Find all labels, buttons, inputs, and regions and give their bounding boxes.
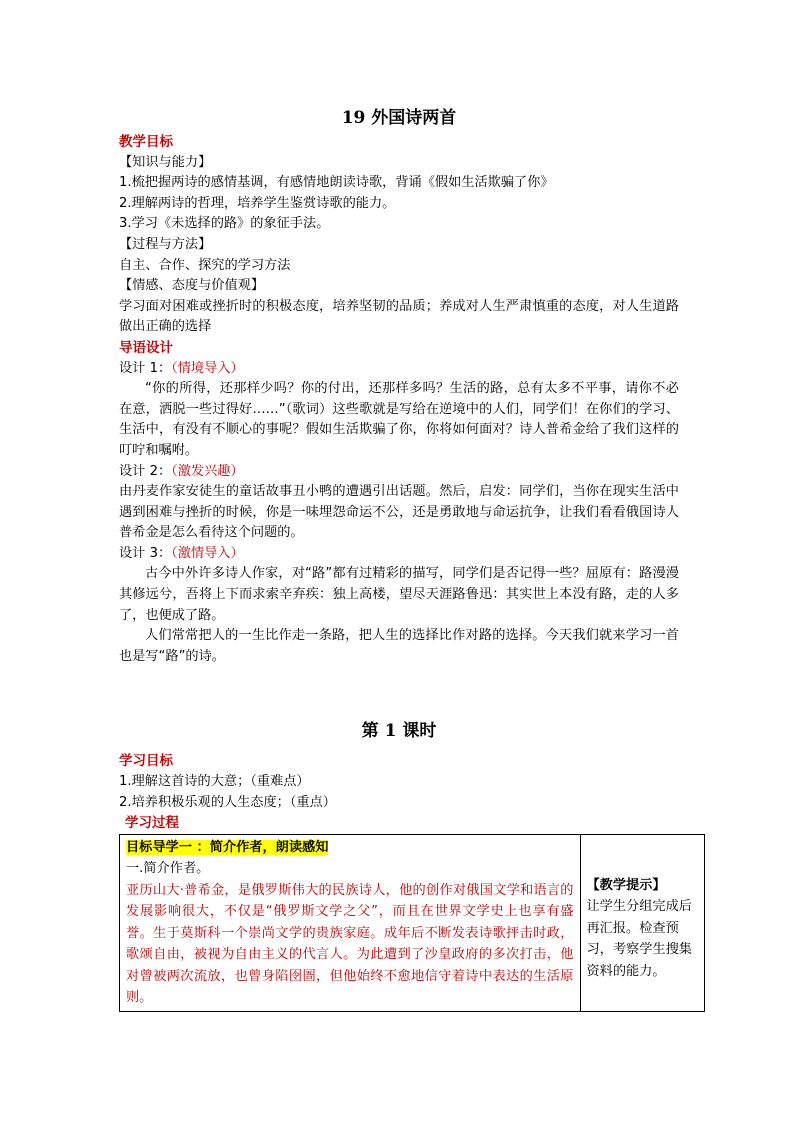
objective-item: 1.理解这首诗的大意；（重难点） [119, 774, 310, 790]
design-tag: （激情导入） [171, 545, 244, 561]
design-tag: （情境导入） [171, 360, 244, 376]
goal-item: 学习面对困难或挫折时的积极态度，培养坚韧的品质；养成对人生严肃慎重的态度，对人生道路做出正确的选择 [119, 298, 679, 335]
tip-cell [580, 834, 705, 1011]
page-title: 19 外国诗两首 [341, 108, 457, 128]
goal-item: 1.梳把握两诗的感情基调，有感情地朗读诗歌，背诵《假如生活欺骗了你》 [119, 175, 554, 191]
emotion-attitude-heading: 【情感、态度与价值观】 [119, 278, 265, 294]
section-spacer [119, 689, 679, 711]
table-row [120, 834, 705, 1011]
goal-item: 2.理解两诗的哲理，培养学生鉴赏诗歌的能力。 [119, 195, 396, 211]
design-1-label [119, 359, 679, 380]
section-spacer [119, 667, 679, 689]
document-content [119, 104, 692, 1012]
design-3-text: 古今中外许多诗人作家，对“路”都有过精彩的描写，同学们是否记得一些？屈原有：路漫漫其修远兮，吾将上下而求索辛弃疾：独上高楼，望尽天涯路鲁迅：其实世上本没有路，走的人多了，也便成了路。 [119, 566, 679, 623]
author-introduction: 亚历山大·普希金，是俄罗斯伟大的民族诗人，他的创作对俄国文学和语言的发展影响很大，不仅是“俄罗斯文学之父”，而且在世界文学史上也享有盛誉。生于莫斯科一个崇尚文学的贵族家庭。成年后不断发表诗歌抨击时政，歌颂自由，被视为自由主义的代言人。为此遭到了沙皇政府的多次打击，他对曾被两次流放，也曾身陷囹圄，但他始终不愈地信守着诗中表达的生活原则。 [126, 882, 574, 1006]
goal-item: 3.学习《未选择的路》的象征手法。 [119, 216, 330, 232]
teaching-goals-heading: 教学目标 [119, 134, 173, 150]
learning-objectives-heading: 学习目标 [119, 753, 173, 770]
design-label: 设计 3： [119, 545, 172, 561]
intro-design-heading: 导语设计 [119, 339, 173, 356]
design-3-label [119, 544, 679, 565]
design-label: 设计 1： [119, 360, 172, 376]
design-3-text-2: 人们常常把人的一生比作走一条路，把人生的选择比作对路的选择。今天我们就来学习一首也是写“路”的诗。 [119, 628, 679, 664]
goal-item: 自主、合作、探究的学习方法 [119, 257, 291, 273]
design-tag: （激发兴趣） [171, 463, 244, 479]
process-row-title [126, 837, 574, 859]
design-label: 设计 2： [119, 463, 172, 479]
knowledge-ability-heading: 【知识与能力】 [119, 154, 212, 170]
teaching-tip-heading: 【教学提示】 [586, 877, 666, 893]
process-method-heading: 【过程与方法】 [119, 236, 212, 252]
learning-process-heading: 学习过程 [125, 815, 179, 832]
design-2-label [119, 462, 679, 483]
teaching-tip-text: 让学生分组完成后再汇报。检查预习，考察学生搜集资料的能力。 [586, 899, 692, 979]
design-2-text: 由丹麦作家安徒生的童话故事丑小鸭的遭遇引出话题。然后，启发：同学们，当你在现实生活中遇到困难与挫折的时候，你是一味埋怨命运不公，还是勇敢地与命运抗争，让我们看看俄国诗人普希金是怎么看待这个问题的。 [119, 484, 679, 541]
objective-item: 2.培养积极乐观的人生态度；（重点） [119, 794, 336, 810]
process-subheading: 一.简介作者。 [126, 861, 210, 877]
highlighted-title: 目标导学一 ：简介作者，朗读感知 [126, 839, 329, 855]
learning-process-table [119, 834, 705, 1012]
process-cell [120, 834, 581, 1011]
design-1-text: “你的所得，还那样少吗？你的付出，还那样多吗？生活的路，总有太多不平事，请你不必在意，洒脱一些过得好……”（歌词）这些歌就是写给在逆境中的人们，同学们！在你们的学习、生活中，有没有不顺心的事呢？假如生活欺骗了你，你将如何面对？诗人普希金给了我们这样的叮咛和嘱咐。 [119, 381, 679, 458]
lesson-title: 第 1 课时 [361, 721, 437, 742]
